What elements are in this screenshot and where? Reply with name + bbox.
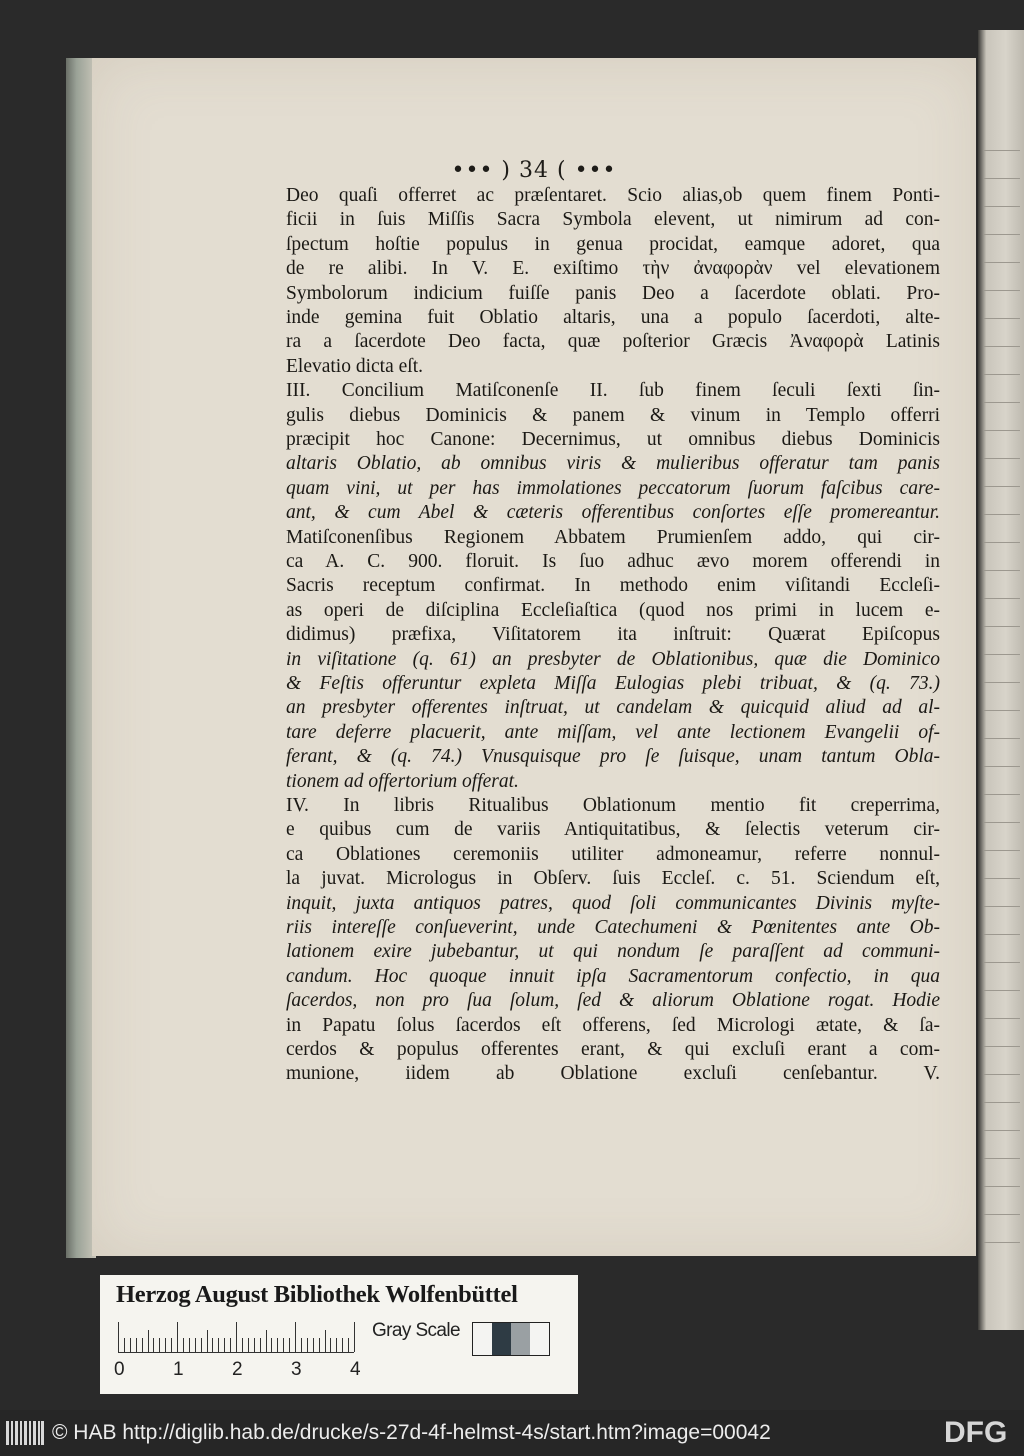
adjacent-page-mark	[984, 766, 1020, 767]
adjacent-page-mark	[984, 430, 1020, 431]
text-line: & Feſtis offeruntur expleta Miſſa Eulogias plebi tribuat, & (q. 73.)	[286, 673, 940, 694]
adjacent-page-mark	[984, 458, 1020, 459]
gray-scale-swatches	[472, 1322, 550, 1356]
gray-scale-label: Gray Scale	[372, 1320, 460, 1341]
text-line: ra a ſacerdote Deo facta, quæ poſterior Græcis Ἀναφορὰ Latinis	[286, 331, 940, 353]
adjacent-page-mark	[984, 1186, 1020, 1187]
ruler-number: 2	[232, 1359, 243, 1380]
adjacent-page-mark	[984, 542, 1020, 543]
gray-swatch	[492, 1323, 511, 1355]
text-line: ſpectum hoſtie populus in genua procidat, eamque adoret, qua	[286, 233, 940, 255]
ruler-tick	[307, 1338, 308, 1352]
text-line: Deo quaſi offerret ac præſentaret. Scio alias,ob quem finem Ponti-	[286, 185, 940, 206]
text-line: lationem exire jubebantur, ut qui nondum ſe paraſſent ad communi-	[286, 941, 940, 963]
adjacent-page-mark	[984, 346, 1020, 347]
adjacent-page-mark	[984, 1214, 1020, 1215]
dfg-logo: DFG	[944, 1416, 1008, 1449]
adjacent-page-mark	[984, 290, 1020, 291]
adjacent-page-mark	[984, 234, 1020, 235]
library-label	[100, 1275, 578, 1394]
ruler-tick	[165, 1338, 166, 1352]
ruler-baseline	[118, 1352, 354, 1353]
adjacent-page-mark	[984, 990, 1020, 991]
ruler-tick	[201, 1338, 202, 1352]
ruler-tick	[354, 1322, 355, 1352]
text-line: inde gemina fuit Oblatio altaris, una a populo ſacerdoti, alte-	[286, 307, 940, 328]
adjacent-page-mark	[984, 262, 1020, 263]
ruler-tick	[218, 1338, 219, 1352]
ruler-tick	[342, 1338, 343, 1352]
ruler-number: 0	[114, 1359, 125, 1380]
ruler-number: 3	[291, 1359, 302, 1380]
gray-swatch	[511, 1323, 530, 1355]
ruler-tick	[230, 1338, 231, 1352]
text-line: riis intereſſe conſueverint, unde Catechumeni & Pœnitentes ante Ob-	[286, 917, 940, 938]
text-line: præcipit hoc Canone: Decernimus, ut omnibus diebus Dominicis	[286, 429, 940, 450]
adjacent-page-mark	[984, 850, 1020, 851]
ruler-tick	[348, 1338, 349, 1352]
ruler-tick	[330, 1338, 331, 1352]
ruler-tick	[277, 1338, 278, 1352]
ruler-tick	[313, 1338, 314, 1352]
ruler-tick	[319, 1338, 320, 1352]
text-line: Elevatio dicta eſt.	[286, 355, 423, 377]
text-line: as operi de diſciplina Eccleſiaſtica (quod nos primi in lucem e-	[286, 599, 940, 621]
text-line: ant, & cum Abel & cæteris offerentibus conſortes eſſe promereantur.	[286, 502, 940, 524]
ruler-tick	[266, 1330, 267, 1352]
adjacent-page-edge	[978, 30, 1024, 1330]
ruler-tick	[325, 1330, 326, 1352]
text-line: in viſitatione (q. 61) an presbyter de Oblationibus, quæ die Dominico	[286, 648, 940, 670]
text-line: an presbyter offerentes inſtruat, ut candelam & quicquid aliud ad al-	[286, 697, 940, 719]
adjacent-page-mark	[984, 486, 1020, 487]
adjacent-page-mark	[984, 402, 1020, 403]
adjacent-page-mark	[984, 934, 1020, 935]
ruler-tick	[254, 1338, 255, 1352]
adjacent-page-mark	[984, 794, 1020, 795]
ruler-tick	[271, 1338, 272, 1352]
text-line: munione, iidem ab Oblatione excluſi cenſebantur. V.	[286, 1063, 940, 1085]
adjacent-page-mark	[984, 514, 1020, 515]
source-url-text: © HAB http://diglib.hab.de/drucke/s-27d-4f-helmst-4s/start.htm?image=00042	[52, 1421, 771, 1444]
gray-swatch	[530, 1323, 549, 1355]
ruler-tick	[195, 1338, 196, 1352]
ruler-tick	[124, 1338, 125, 1352]
ruler-tick	[130, 1338, 131, 1352]
ruler-tick	[212, 1338, 213, 1352]
adjacent-page-mark	[984, 738, 1020, 739]
adjacent-page-mark	[984, 1130, 1020, 1131]
ruler-tick	[118, 1322, 119, 1352]
adjacent-page-mark	[984, 374, 1020, 375]
text-line: quam vini, ut per has immolationes peccatorum ſuorum faſcibus care-	[286, 477, 940, 499]
ruler-tick	[207, 1330, 208, 1352]
ruler-tick	[224, 1338, 225, 1352]
text-line: didimus) præfixa, Viſitatorem ita inſtruit: Quærat Epiſcopus	[286, 624, 940, 646]
ruler-number: 1	[173, 1359, 184, 1380]
adjacent-page-mark	[984, 150, 1020, 151]
ruler-tick	[289, 1338, 290, 1352]
text-line: candum. Hoc quoque innuit ipſa Sacramentorum confectio, in qua	[286, 965, 940, 987]
ruler-tick	[242, 1338, 243, 1352]
text-line: IV. In libris Ritualibus Oblationum mentio fit creperrima,	[286, 795, 940, 816]
ruler-tick	[136, 1338, 137, 1352]
text-line: e quibus cum de variis Antiquitatibus, & ſelectis veterum cir-	[286, 819, 940, 841]
ruler-tick	[283, 1338, 284, 1352]
text-line: III. Concilium Matiſconenſe II. ſub finem ſeculi ſexti ſin-	[286, 380, 940, 402]
ruler-tick	[236, 1322, 237, 1352]
adjacent-page-mark	[984, 1242, 1020, 1243]
text-line: Sacris receptum confirmat. In methodo enim viſitandi Eccleſi-	[286, 575, 940, 597]
text-line: in Papatu ſolus ſacerdos eſt offerens, ſed Micrologi ætate, & ſa-	[286, 1014, 940, 1036]
ruler-tick	[159, 1338, 160, 1352]
page-header: ••• ) 34 ( •••	[451, 158, 617, 183]
ruler-tick	[171, 1338, 172, 1352]
barcode-icon	[6, 1421, 44, 1445]
ruler-tick	[142, 1338, 143, 1352]
library-name: Herzog August Bibliothek Wolfenbüttel	[116, 1281, 518, 1308]
text-line: la juvat. Micrologus in Obſerv. ſuis Eccleſ. c. 51. Sciendum eſt,	[286, 868, 940, 890]
ruler-tick	[295, 1322, 296, 1352]
adjacent-page-mark	[984, 178, 1020, 179]
text-line: ſacerdos, non pro ſua ſolum, ſed & aliorum Oblatione rogat. Hodie	[286, 990, 940, 1012]
ruler-tick	[260, 1338, 261, 1352]
adjacent-page-mark	[984, 878, 1020, 879]
text-line: ca A. C. 900. floruit. Is ſuo adhuc ævo morem offerendi in	[286, 551, 940, 572]
adjacent-page-mark	[984, 682, 1020, 683]
ruler-tick	[177, 1322, 178, 1352]
adjacent-page-mark	[984, 598, 1020, 599]
adjacent-page-mark	[984, 1046, 1020, 1047]
text-line: ficii in ſuis Miſſis Sacra Symbola elevent, ut nimirum ad con-	[286, 209, 940, 231]
adjacent-page-mark	[984, 906, 1020, 907]
gray-swatch	[473, 1323, 492, 1355]
ruler-tick	[183, 1338, 184, 1352]
adjacent-page-mark	[984, 962, 1020, 963]
text-line: cerdos & populus offerentes erant, & qui excluſi erant a com-	[286, 1039, 940, 1060]
footer-bar	[0, 1410, 1024, 1456]
text-line: inquit, juxta antiquos patres, quod ſoli communicantes Divinis myſte-	[286, 892, 940, 914]
ruler-tick	[153, 1338, 154, 1352]
text-line: ferant, & (q. 74.) Vnusquisque pro ſe ſuisque, unam tantum Obla-	[286, 746, 940, 768]
adjacent-page-mark	[984, 626, 1020, 627]
text-line: Symbolorum indicium fuiſſe panis Deo a ſacerdote oblati. Pro-	[286, 282, 940, 304]
ruler-tick	[301, 1338, 302, 1352]
text-line: tionem ad offertorium offerat.	[286, 770, 519, 792]
ruler-tick	[148, 1330, 149, 1352]
ruler-number: 4	[350, 1359, 361, 1380]
adjacent-page-mark	[984, 1018, 1020, 1019]
ruler-tick	[336, 1338, 337, 1352]
text-line: ca Oblationes ceremoniis utiliter admoneamur, referre nonnul-	[286, 843, 940, 865]
adjacent-page-mark	[984, 1102, 1020, 1103]
adjacent-page-mark	[984, 1158, 1020, 1159]
ruler-tick	[189, 1338, 190, 1352]
text-line: altaris Oblatio, ab omnibus viris & mulieribus offeratur tam panis	[286, 453, 940, 475]
adjacent-page-mark	[984, 710, 1020, 711]
adjacent-page-mark	[984, 318, 1020, 319]
adjacent-page-mark	[984, 570, 1020, 571]
text-line: tare deferre placuerit, ante miſſam, vel ante lectionem Evangelii of-	[286, 721, 940, 743]
adjacent-page-mark	[984, 1074, 1020, 1075]
adjacent-page-mark	[984, 822, 1020, 823]
text-line: Matiſconenſibus Regionem Abbatem Prumienſem addo, qui cir-	[286, 526, 940, 548]
adjacent-page-mark	[984, 654, 1020, 655]
ruler-tick	[248, 1338, 249, 1352]
text-line: de re alibi. In V. E. exiſtimo τὴν ἀναφορὰν vel elevationem	[286, 258, 940, 280]
text-line: gulis diebus Dominicis & panem & vinum in Templo offerri	[286, 404, 940, 426]
adjacent-page-mark	[984, 206, 1020, 207]
